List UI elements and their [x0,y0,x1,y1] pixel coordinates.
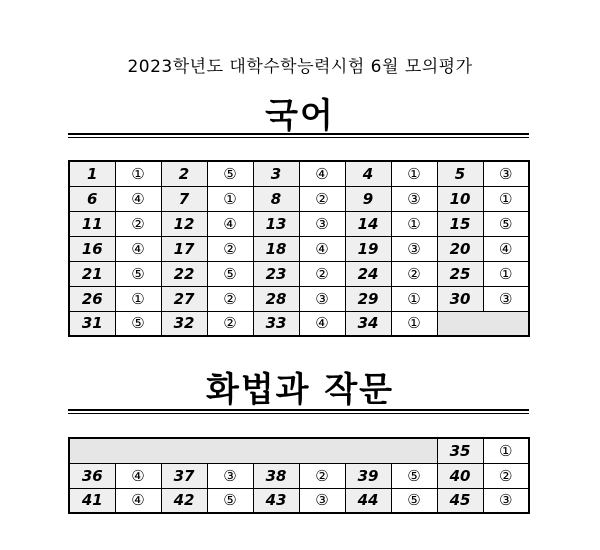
question-number: 16 [69,236,115,261]
korean-title-rule [68,133,529,138]
question-number: 20 [437,236,483,261]
table-row [69,438,529,463]
table-row [69,286,529,311]
question-number: 2 [161,161,207,186]
answer-choice: ⑤ [391,463,437,488]
answer-choice: ③ [483,286,529,311]
answer-choice: ② [207,236,253,261]
table-row [69,161,529,186]
table-row [69,261,529,286]
answer-choice: ③ [391,236,437,261]
question-number: 13 [253,211,299,236]
question-number: 1 [69,161,115,186]
question-number: 32 [161,311,207,336]
question-number: 14 [345,211,391,236]
answer-choice: ④ [115,186,161,211]
answer-choice: ⑤ [115,311,161,336]
question-number: 12 [161,211,207,236]
question-number: 31 [69,311,115,336]
answer-choice: ② [115,211,161,236]
answer-choice: ③ [207,463,253,488]
question-number: 5 [437,161,483,186]
question-number: 23 [253,261,299,286]
question-number: 41 [69,488,115,513]
answer-choice: ① [391,211,437,236]
question-number: 7 [161,186,207,211]
question-number: 6 [69,186,115,211]
speech-writing-answer-table [68,437,530,514]
question-number: 24 [345,261,391,286]
answer-choice: ⑤ [207,161,253,186]
table-row [69,186,529,211]
answer-choice: ⑤ [207,488,253,513]
answer-choice: ③ [299,211,345,236]
answer-choice: ① [391,286,437,311]
answer-choice: ① [483,261,529,286]
answer-choice: ④ [115,463,161,488]
answer-choice: ⑤ [207,261,253,286]
table-row [69,236,529,261]
question-number: 36 [69,463,115,488]
table-row [69,211,529,236]
question-number: 37 [161,463,207,488]
answer-choice: ⑤ [391,488,437,513]
empty-cell [69,438,437,463]
question-number: 9 [345,186,391,211]
question-number: 8 [253,186,299,211]
question-number: 29 [345,286,391,311]
answer-choice: ② [483,463,529,488]
answer-choice: ③ [483,488,529,513]
question-number: 17 [161,236,207,261]
question-number: 33 [253,311,299,336]
question-number: 18 [253,236,299,261]
question-number: 40 [437,463,483,488]
question-number: 22 [161,261,207,286]
answer-choice: ① [115,161,161,186]
question-number: 15 [437,211,483,236]
answer-choice: ② [207,311,253,336]
answer-choice: ② [391,261,437,286]
answer-choice: ② [207,286,253,311]
table-row [69,488,529,513]
question-number: 45 [437,488,483,513]
answer-choice: ④ [299,311,345,336]
question-number: 42 [161,488,207,513]
question-number: 43 [253,488,299,513]
exam-title: 2023학년도 대학수학능력시험 6월 모의평가 [127,57,473,77]
answer-choice: ② [299,261,345,286]
korean-answer-table [68,160,530,337]
answer-choice: ④ [207,211,253,236]
answer-choice: ① [391,311,437,336]
answer-choice: ① [115,286,161,311]
question-number: 11 [69,211,115,236]
question-number: 34 [345,311,391,336]
question-number: 35 [437,438,483,463]
speech-writing-title-rule [68,409,529,414]
answer-choice: ④ [483,236,529,261]
question-number: 38 [253,463,299,488]
question-number: 4 [345,161,391,186]
table-row [69,311,529,336]
question-number: 26 [69,286,115,311]
answer-choice: ③ [483,161,529,186]
answer-choice: ③ [299,286,345,311]
empty-cell [437,311,529,336]
question-number: 21 [69,261,115,286]
question-number: 28 [253,286,299,311]
question-number: 30 [437,286,483,311]
answer-choice: ③ [299,488,345,513]
answer-choice: ② [299,463,345,488]
question-number: 3 [253,161,299,186]
answer-choice: ① [207,186,253,211]
answer-choice: ② [299,186,345,211]
question-number: 44 [345,488,391,513]
speech-writing-section-title: 화법과 작문 [205,370,395,410]
answer-choice: ⑤ [115,261,161,286]
answer-choice: ① [483,438,529,463]
answer-choice: ③ [391,186,437,211]
answer-choice: ⑤ [483,211,529,236]
answer-choice: ① [391,161,437,186]
question-number: 39 [345,463,391,488]
question-number: 25 [437,261,483,286]
answer-choice: ④ [299,236,345,261]
answer-choice: ④ [115,236,161,261]
question-number: 19 [345,236,391,261]
answer-choice: ④ [299,161,345,186]
answer-choice: ④ [115,488,161,513]
table-row [69,463,529,488]
question-number: 27 [161,286,207,311]
korean-section-title: 국어 [265,96,335,136]
answer-choice: ① [483,186,529,211]
question-number: 10 [437,186,483,211]
